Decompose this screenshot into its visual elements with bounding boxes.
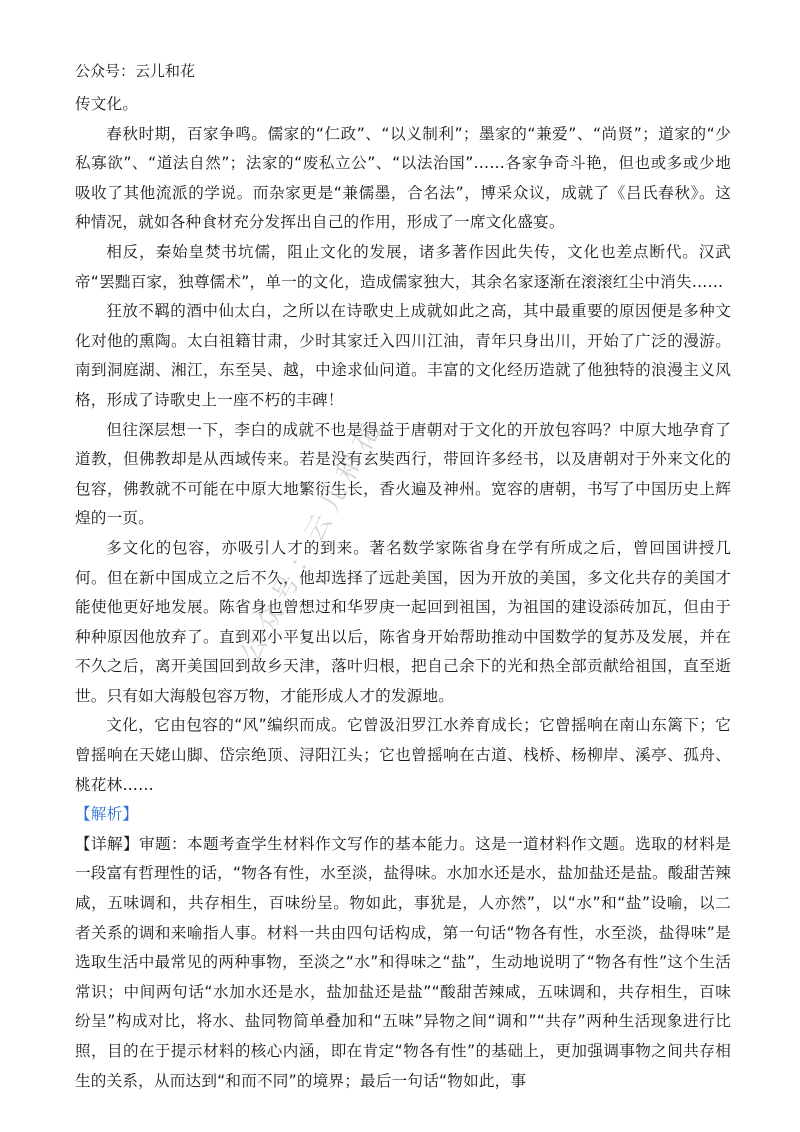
paragraph-continuation: 传文化。 [75,95,139,113]
source-header: 公众号：云儿和花 [75,62,196,80]
paragraph: 多文化的包容，亦吸引人才的到来。著名数学家陈省身在学有所成之后，曾回国讲授几何。但在新中国成立之后不久，他却选择了远赴美国，因为开放的美国，多文化共存的美国才能使他更好地发展。陈省身也曾想过和华罗庚一起回到祖国，为祖国的建设添砖加瓦，但由于种种原因他放弃了。直到邓小平复出以后，陈省身开始帮助推动中国数学的复苏及发展，并在不久之后，离开美国回到故乡天津，落叶归根，把自己余下的光和热全部贡献给祖国，直至逝世。只有如大海般包容万物，才能形成人才的发源地。 [75,538,731,705]
analysis-detail: 【详解】审题：本题考查学生材料作文写作的基本能力。这是一道材料作文题。选取的材料是一段富有哲理性的话，“物各有性，水至淡，盐得味。水加水还是水，盐加盐还是盐。酸甜苦辣咸，五味调和，共存相生，百味纷呈。物如此，事犹是，人亦然”，以“水”和“盐”设喻，以二者关系的调和来喻指人事。材料一共由四句话构成，第一句话“物各有性，水至淡，盐得味”是选取生活中最常见的两种事物，至淡之“水”和得味之“盐”，生动地说明了“物各有性”这个生活常识；中间两句话“水加水还是水，盐加盐还是盐”“酸甜苦辣咸，五味调和，共存相生，百味纷呈”构成对比，将水、盐同物简单叠加和“五味”异物之间“调和”“共存”两种生活现象进行比照，目的在于提示材料的核心内涵，即在肯定“物各有性”的基础上，更加强调事物之间共存相生的关系，从而达到“和而不同”的境界；最后一句话“物如此，事 [75,834,731,1090]
paragraph: 狂放不羁的酒中仙太白，之所以在诗歌史上成就如此之高，其中最重要的原因便是多种文化对他的熏陶。太白祖籍甘肃，少时其家迁入四川江油，青年只身出川，开始了广泛的漫游。南到洞庭湖、湘江，东至吴、越，中途求仙问道。丰富的文化经历造就了他独特的浪漫主义风格，形成了诗歌史上一座不朽的丰碑！ [75,302,731,409]
paragraph: 文化，它由包容的“风”编织而成。它曾汲汨罗江水养育成长；它曾摇响在南山东篱下；它曾摇响在天姥山脚、岱宗绝顶、浔阳江头；它也曾摇响在古道、栈桥、杨柳岸、溪亭、孤舟、桃花林…… [75,716,731,794]
analysis-label: 【解析】 [75,805,139,824]
paragraph: 相反，秦始皇焚书坑儒，阻止文化的发展，诸多著作因此失传，文化也差点断代。汉武帝“罢黜百家，独尊儒术”，单一的文化，造成儒家独大，其余名家逐渐在滚滚红尘中消失…… [75,242,731,291]
paragraph: 但往深层想一下，李白的成就不也是得益于唐朝对于文化的开放包容吗？中原大地孕育了道教，但佛教却是从西域传来。若是没有玄奘西行，带回许多经书，以及唐朝对于外来文化的包容，佛教就不可能在中原大地繁衍生长，香火遍及神州。宽容的唐朝，书写了中国历史上辉煌的一页。 [75,420,731,528]
watermark: 公众号：云儿和花 [235,412,390,667]
paragraph: 春秋时期，百家争鸣。儒家的“仁政”、“以义制利”；墨家的“兼爱”、“尚贤”；道家的“少私寡欲”、“道法自然”；法家的“废私立公”、“以法治国”……各家争奇斗艳，但也或多或少地吸收了其他流派的学说。而杂家更是“兼儒墨，合名法”，博采众议，成就了《吕氏春秋》。这种情况，就如各种食材充分发挥出自己的作用，形成了一席文化盛宴。 [75,124,731,232]
essay-body [75,90,731,1096]
